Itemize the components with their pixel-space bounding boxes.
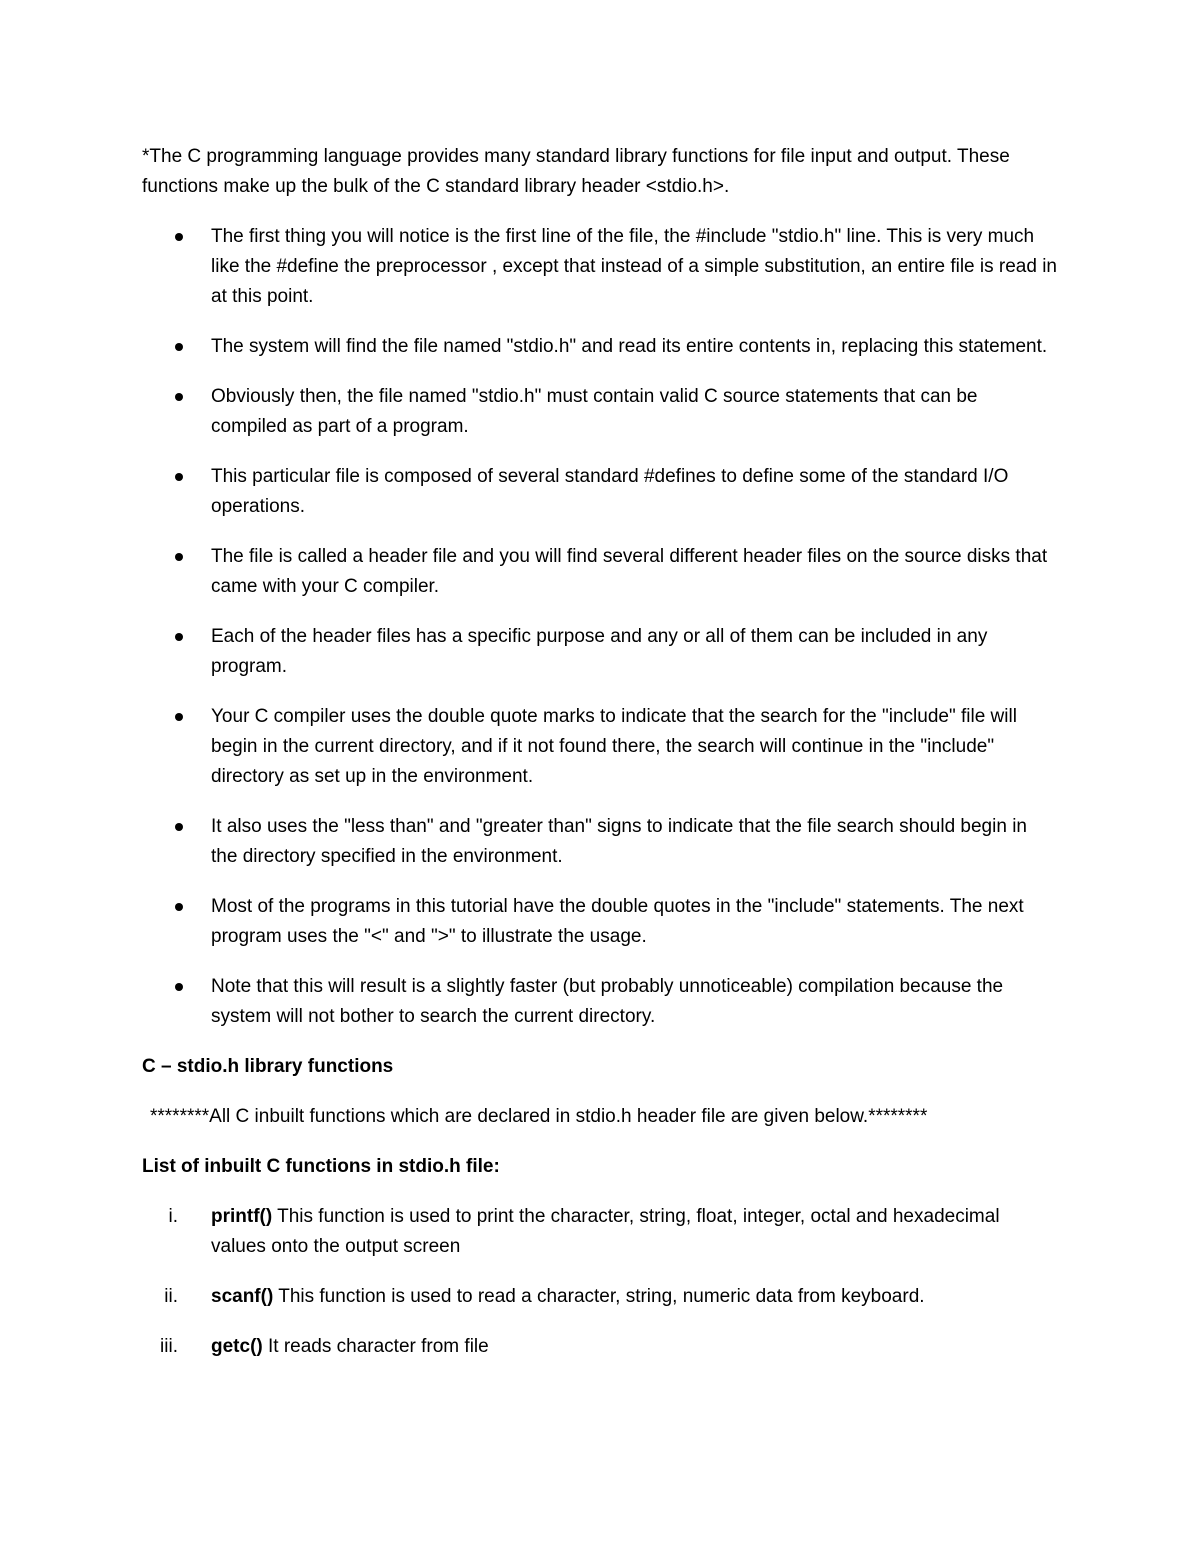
bullet-item: The file is called a header file and you will find several different header files on the source disks that came with your C compiler. bbox=[142, 542, 1057, 602]
function-name: getc() bbox=[211, 1336, 263, 1357]
intro-paragraph: *The C programming language provides many standard library functions for file input and output. These functions make up the bulk of the C standard library header <stdio.h>. bbox=[142, 146, 1010, 197]
function-numeral: i. bbox=[168, 1206, 178, 1227]
bullet-item: Each of the header files has a specific purpose and any or all of them can be included in any program. bbox=[142, 622, 1057, 682]
function-description: This function is used to print the character, string, float, integer, octal and hexadecimal values onto the output screen bbox=[211, 1206, 1000, 1257]
function-item bbox=[142, 1202, 1057, 1262]
function-list bbox=[142, 1202, 1057, 1362]
function-description: It reads character from file bbox=[262, 1336, 489, 1357]
functions-note: ********All C inbuilt functions which are declared in stdio.h header file are given below.******** bbox=[150, 1106, 928, 1127]
bullet-item: Most of the programs in this tutorial have the double quotes in the "include" statements. The next program uses the "<" and ">" to illustrate the usage. bbox=[142, 892, 1057, 952]
function-item bbox=[142, 1332, 1057, 1362]
list-heading: List of inbuilt C functions in stdio.h file: bbox=[142, 1156, 500, 1177]
bullet-list bbox=[142, 222, 1057, 1032]
function-numeral: ii. bbox=[164, 1286, 178, 1307]
function-numeral: iii. bbox=[160, 1336, 178, 1357]
bullet-item: This particular file is composed of several standard #defines to define some of the standard I/O operations. bbox=[142, 462, 1057, 522]
function-item bbox=[142, 1282, 1057, 1312]
bullet-item: Your C compiler uses the double quote marks to indicate that the search for the "include" file will begin in the current directory, and if it not found there, the search will continue in the "include" directory as set up in the environment. bbox=[142, 702, 1057, 792]
bullet-item: The system will find the file named "stdio.h" and read its entire contents in, replacing this statement. bbox=[142, 332, 1057, 362]
document-body bbox=[142, 142, 1057, 1382]
bullet-item: Note that this will result is a slightly faster (but probably unnoticeable) compilation because the system will not bother to search the current directory. bbox=[142, 972, 1057, 1032]
function-name: scanf() bbox=[211, 1286, 274, 1307]
section-heading: C – stdio.h library functions bbox=[142, 1056, 394, 1077]
bullet-item: Obviously then, the file named "stdio.h" must contain valid C source statements that can be compiled as part of a program. bbox=[142, 382, 1057, 442]
bullet-item: It also uses the "less than" and "greater than" signs to indicate that the file search should begin in the directory specified in the environment. bbox=[142, 812, 1057, 872]
function-name: printf() bbox=[211, 1206, 273, 1227]
bullet-item: The first thing you will notice is the first line of the file, the #include "stdio.h" line. This is very much like the #define the preprocessor , except that instead of a simple substitution, an entire file is read in at this point. bbox=[142, 222, 1057, 312]
function-description: This function is used to read a character, string, numeric data from keyboard. bbox=[273, 1286, 925, 1307]
